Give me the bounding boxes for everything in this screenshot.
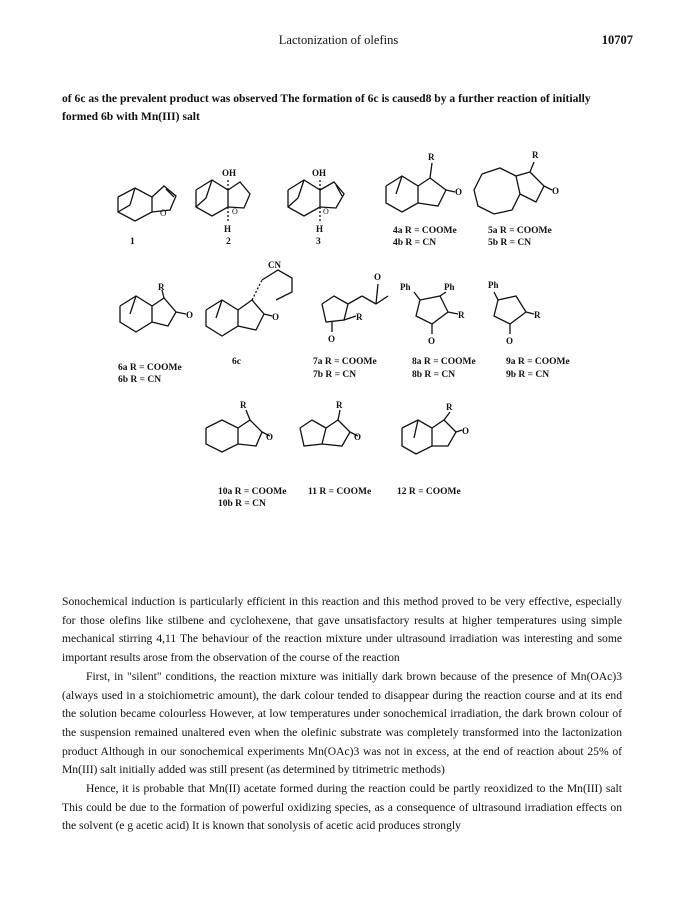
atom-R: R xyxy=(240,400,247,410)
atom-O: O xyxy=(328,334,336,344)
atom-Ph: Ph xyxy=(400,282,411,292)
structure-11 xyxy=(300,400,361,446)
atom-O: O xyxy=(232,207,238,216)
atom-OH: OH xyxy=(222,168,237,178)
atom-O: O xyxy=(462,426,470,436)
compound-label-4b: 4b R = CN xyxy=(393,238,437,248)
compound-label-7a: 7a R = COOMe xyxy=(313,357,377,367)
compound-label-5a: 5a R = COOMe xyxy=(488,226,552,236)
structure-7 xyxy=(322,272,388,344)
atom-Ph: Ph xyxy=(444,282,455,292)
compound-label-6b: 6b R = CN xyxy=(118,375,162,385)
atom-H: H xyxy=(224,224,232,234)
compound-label-9b: 9b R = CN xyxy=(506,370,550,380)
paragraph: Sonochemical induction is particularly efficient in this reaction and this method proved to be very effective, especially for those olefins like stilbene and cyclohexene, that gave unsatisfactory results at higher temperatures using simple mechanical stirring 4,11 The behaviour of the reaction mixture under ultrasound irradiation was interesting and some important results arose from the observation of the course of the reaction xyxy=(62,595,622,665)
atom-O: O xyxy=(455,187,463,197)
atom-O: O xyxy=(272,312,280,322)
running-header-title: Lactonization of olefins xyxy=(278,33,399,47)
compound-label-11: 11 R = COOMe xyxy=(308,487,372,497)
atom-R: R xyxy=(158,282,165,292)
structure-6 xyxy=(120,282,193,332)
atom-O: O xyxy=(506,336,514,346)
atom-R: R xyxy=(428,152,435,162)
compound-label-10b: 10b R = CN xyxy=(218,499,266,509)
atom-O: O xyxy=(323,207,329,216)
atom-R: R xyxy=(446,402,453,412)
structure-9 xyxy=(488,280,541,346)
atom-R: R xyxy=(534,310,541,320)
structure-4 xyxy=(386,152,462,212)
compound-label-6c: 6c xyxy=(232,357,241,367)
compound-label-3: 3 xyxy=(316,237,321,247)
atom-Ph: Ph xyxy=(488,280,499,290)
compound-label-1: 1 xyxy=(130,237,135,247)
compound-label-12: 12 R = COOMe xyxy=(397,487,461,497)
structure-6c xyxy=(206,260,292,336)
body-text xyxy=(62,593,622,836)
atom-R: R xyxy=(458,310,465,320)
atom-R: R xyxy=(532,150,539,160)
atom-O: O xyxy=(266,432,274,442)
compound-label-7b: 7b R = CN xyxy=(313,370,357,380)
atom-O: O xyxy=(160,208,167,218)
structure-2 xyxy=(196,168,250,234)
atom-O: O xyxy=(186,310,194,320)
atom-R: R xyxy=(336,400,343,410)
atom-O: O xyxy=(428,336,436,346)
structure-8 xyxy=(400,282,465,346)
paragraph: Hence, it is probable that Mn(II) acetate formed during the reaction could be partly reoxidized to the Mn(III) salt This could be due to the formation of powerful oxidizing species, as a consequence of ultrasound irradiation effects on the solvent (e g acetic acid) It is known that sonolysis of acetic acid produces strongly xyxy=(62,782,622,833)
intro-paragraph: of 6c as the prevalent product was observed The formation of 6c is caused8 by a further reaction of initially formed 6b with Mn(III) salt xyxy=(62,92,591,123)
compound-label-4a: 4a R = COOMe xyxy=(393,226,457,236)
paragraph: First, in "silent" conditions, the reaction mixture was initially dark brown because of the presence of Mn(OAc)3 (always used in a stoichiometric amount), the dark colour tended to disappear during the reaction course and at its end the solution became colourless However, at low temperatures under sonochemical irradiation, the dark brown colour of the suspension remained unaltered even when the olefinic substrate was completely transformed into the lactonization product Although in our sonochemical experiments Mn(OAc)3 was not in excess, at the end of reaction about 25% of Mn(III) salt initially added was still present (as determined by titrimetric methods) xyxy=(62,669,622,777)
compound-label-9a: 9a R = COOMe xyxy=(506,357,570,367)
compound-label-6a: 6a R = COOMe xyxy=(118,363,182,373)
structure-3 xyxy=(288,168,344,234)
atom-CN: CN xyxy=(268,260,281,270)
compound-label-8a: 8a R = COOMe xyxy=(412,357,476,367)
atom-R: R xyxy=(356,312,363,322)
compound-label-10a: 10a R = COOMe xyxy=(218,487,287,497)
structure-5 xyxy=(474,150,559,214)
atom-O: O xyxy=(374,272,382,282)
atom-OH: OH xyxy=(312,168,327,178)
atom-O: O xyxy=(354,432,362,442)
structure-10 xyxy=(206,400,273,452)
atom-O: O xyxy=(552,186,560,196)
page-number: 10707 xyxy=(601,33,633,47)
atom-H: H xyxy=(316,224,324,234)
compound-label-2: 2 xyxy=(226,237,231,247)
structure-12 xyxy=(402,402,469,454)
structure-1 xyxy=(118,186,176,221)
compound-label-5b: 5b R = CN xyxy=(488,238,532,248)
compound-label-8b: 8b R = CN xyxy=(412,370,456,380)
